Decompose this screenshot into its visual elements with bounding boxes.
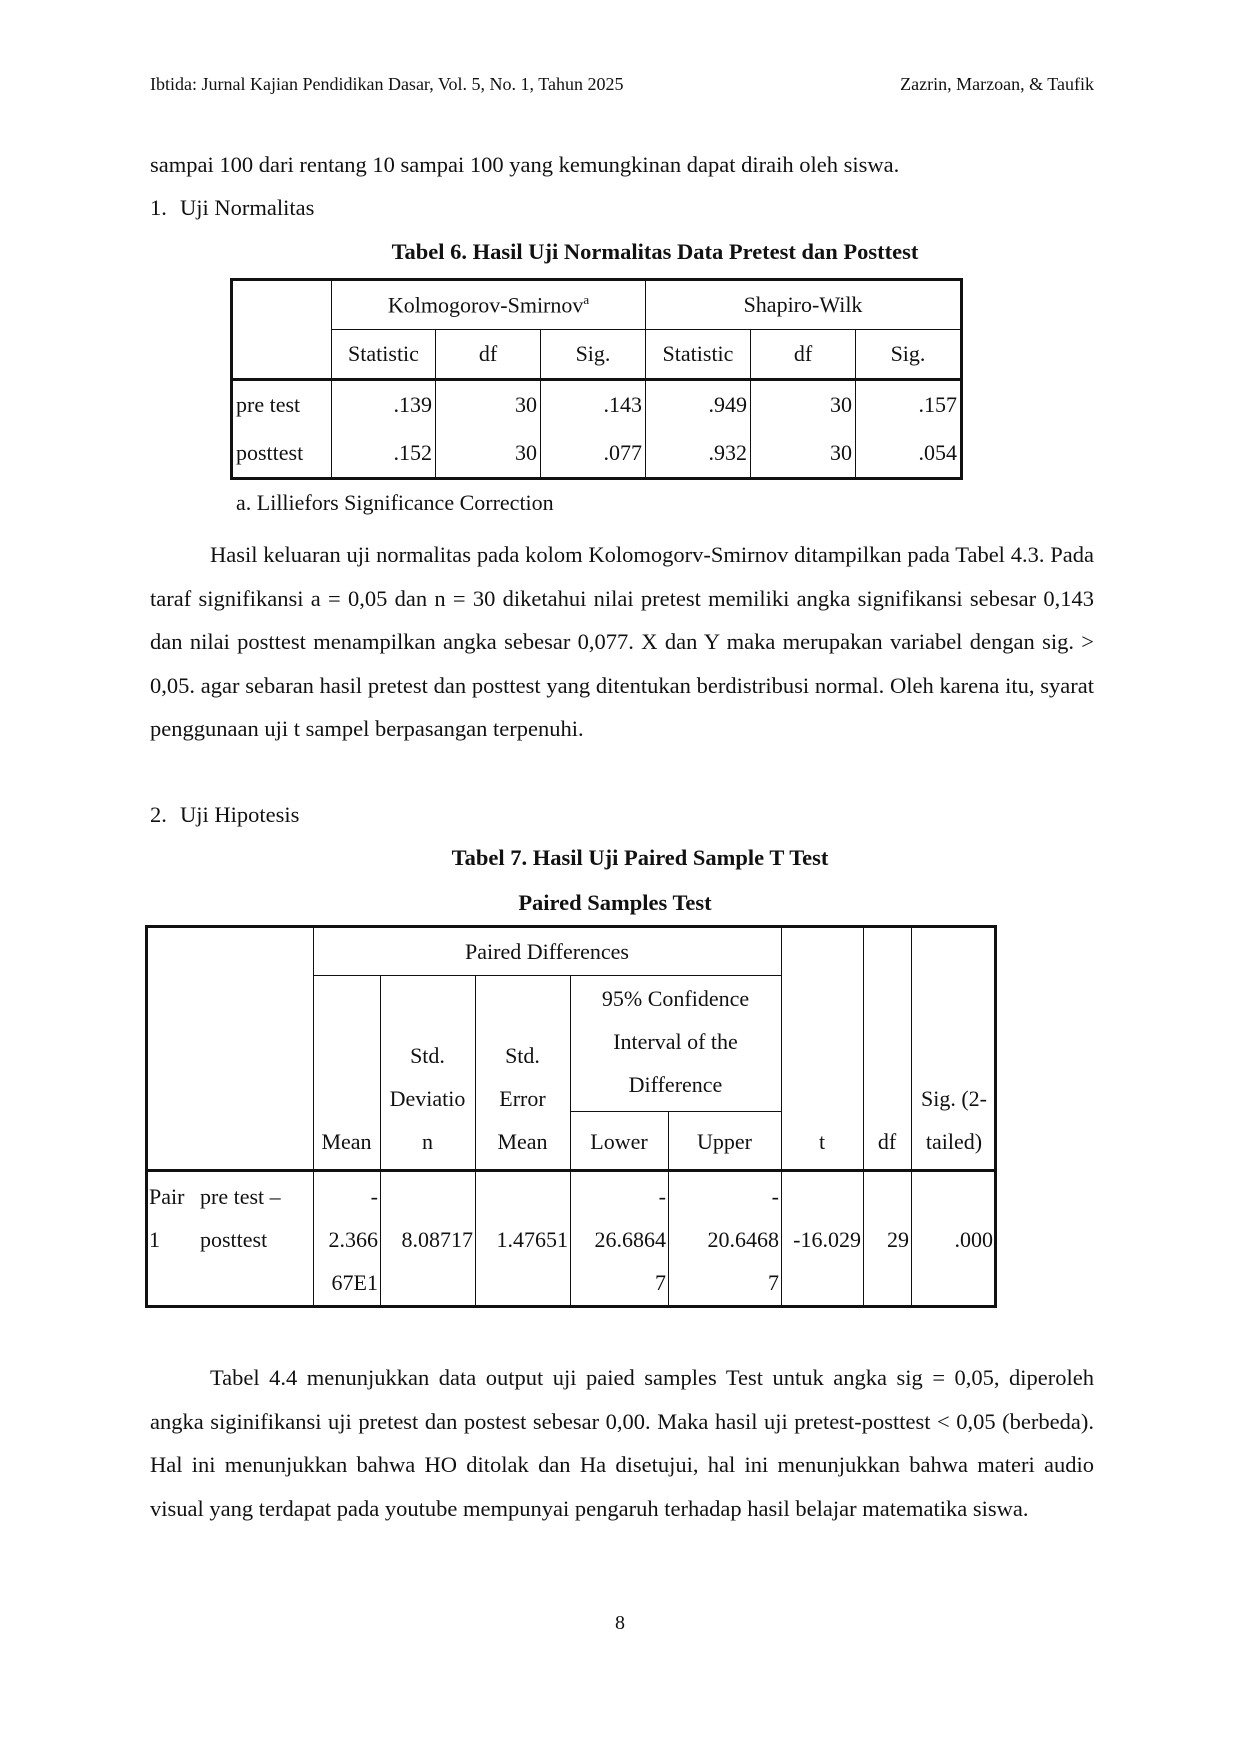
cell-line: 26.6864: [594, 1227, 666, 1252]
col-df-header: df: [877, 1129, 897, 1154]
header-line: Std.: [410, 1043, 445, 1068]
cell: .077: [541, 429, 646, 479]
header-line: Sig. (2-: [921, 1086, 987, 1111]
header-line: Mean: [497, 1129, 548, 1154]
table-6-col-header: Statistic: [332, 330, 436, 380]
row-label: [200, 1175, 310, 1261]
cell: .143: [541, 380, 646, 430]
header-line: Deviatio: [389, 1086, 466, 1111]
cell: 30: [436, 429, 541, 479]
table-row: [232, 429, 962, 479]
row-label-line: posttest: [200, 1227, 268, 1252]
table-6-caption: Tabel 6. Hasil Uji Normalitas Data Pretest dan Posttest: [391, 239, 919, 264]
cell-line: 20.6468: [707, 1227, 779, 1252]
section-2-title: Uji Hipotesis: [180, 802, 300, 827]
section-1-number: 1.: [150, 195, 167, 220]
cell-stderr: 1.47651: [496, 1227, 568, 1252]
col-upper-header: Upper: [697, 1129, 752, 1154]
col-stddev-header: [380, 1034, 475, 1163]
header-line: n: [422, 1129, 433, 1154]
pair-line: 1: [149, 1227, 160, 1252]
section-2-heading: [150, 793, 299, 837]
cell-line: -: [658, 1184, 666, 1209]
table-row: [232, 380, 962, 430]
journal-title: Ibtida: Jurnal Kajian Pendidikan Dasar, Vol. 5, No. 1, Tahun 2025: [150, 74, 624, 94]
section-2-number: 2.: [150, 802, 167, 827]
cell-line: -: [771, 1184, 779, 1209]
row-label: posttest: [232, 429, 332, 479]
cell: .054: [856, 429, 962, 479]
cell: 30: [436, 380, 541, 430]
cell-upper: [668, 1175, 779, 1304]
section-1-title: Uji Normalitas: [180, 195, 315, 220]
table-6-col-header: df: [436, 330, 541, 380]
cell-sig: .000: [954, 1227, 993, 1252]
header-line: Error: [499, 1086, 546, 1111]
paragraph-hypothesis: Tabel 4.4 menunjukkan data output uji paied samples Test untuk angka sig = 0,05, diperoleh angka siginifikansi uji pretest dan postest sebesar 0,00. Maka hasil uji pretest-posttest < 0,05 (berbeda). Hal ini menunjukkan bahwa HO ditolak dan Ha disetujui, hal ini menunjukkan bahwa materi audio visual yang terdapat pada youtube mempunyai pengaruh terhadap hasil belajar matematika siswa.: [150, 1365, 1094, 1521]
ci-header-line: Difference: [628, 1072, 723, 1097]
table-6-footnote: a. Lilliefors Significance Correction: [236, 490, 554, 515]
cell-line: 2.366: [328, 1227, 378, 1252]
row-label: pre test: [232, 380, 332, 430]
col-mean-header: Mean: [321, 1129, 372, 1154]
header-line: Std.: [505, 1043, 540, 1068]
running-header: [150, 74, 1094, 98]
cell-line: 67E1: [331, 1270, 378, 1295]
cell: .152: [332, 429, 436, 479]
header-line: tailed): [925, 1129, 983, 1154]
authors: Zazrin, Marzoan, & Taufik: [900, 74, 1094, 94]
cell: .139: [332, 380, 436, 430]
table-7-text: [145, 925, 997, 1308]
cell-stddev: 8.08717: [401, 1227, 473, 1252]
cell-line: -: [370, 1184, 378, 1209]
pair-label: [149, 1175, 199, 1261]
cell-lower: [570, 1175, 666, 1304]
paired-differences-label: Paired Differences: [465, 939, 629, 964]
cell: .949: [646, 380, 751, 430]
cell-df: 29: [887, 1227, 909, 1252]
table-6: [230, 278, 963, 480]
col-t-header: t: [818, 1129, 826, 1154]
table-6-group-ks: Kolmogorov-Smirnov$^a$: [332, 280, 646, 330]
table-6-col-header: Sig.: [856, 330, 962, 380]
table-6-corner: [232, 280, 332, 380]
table-7-subcaption: Paired Samples Test: [518, 890, 712, 915]
ci-header-line: 95% Confidence: [601, 986, 750, 1011]
table-6-col-header: Sig.: [541, 330, 646, 380]
table-6-col-header: df: [751, 330, 856, 380]
footnote-marker: a: [583, 291, 590, 307]
cell-line: 7: [655, 1270, 666, 1295]
cell-line: 7: [768, 1270, 779, 1295]
cell: .157: [856, 380, 962, 430]
table-6-group-sw: Shapiro-Wilk: [646, 280, 962, 330]
page-number: 8: [615, 1612, 625, 1634]
cell: 30: [751, 429, 856, 479]
cell-t: -16.029: [793, 1227, 861, 1252]
table-6-col-header: Statistic: [646, 330, 751, 380]
paragraph-normality: Hasil keluaran uji normalitas pada kolom Kolomogorv-Smirnov ditampilkan pada Tabel 4.3. Pada taraf signifikansi a = 0,05 dan n = 30 diketahui nilai pretest memiliki angka signifikansi sebesar 0,143 dan nilai posttest menampilkan angka sebesar 0,077. X dan Y maka merupakan variabel dengan sig. > 0,05. agar sebaran hasil pretest dan posttest yang ditentukan berdistribusi normal. Oleh karena itu, syarat penggunaan uji t sampel berpasangan terpenuhi.: [150, 542, 1094, 741]
ci-header-line: Interval of the: [613, 1029, 738, 1054]
col-sig-header: [911, 1077, 997, 1163]
pair-line: Pair: [149, 1184, 185, 1209]
ci-header: [570, 977, 781, 1106]
col-stderr-header: [475, 1034, 570, 1163]
cell-mean: [313, 1175, 378, 1304]
section-1-heading: [150, 186, 314, 230]
intro-line: sampai 100 dari rentang 10 sampai 100 yang kemungkinan dapat diraih oleh siswa.: [150, 152, 900, 177]
table-7-caption: Tabel 7. Hasil Uji Paired Sample T Test: [451, 845, 829, 870]
col-lower-header: Lower: [590, 1129, 648, 1154]
cell: .932: [646, 429, 751, 479]
cell: 30: [751, 380, 856, 430]
row-label-line: pre test –: [200, 1184, 281, 1209]
